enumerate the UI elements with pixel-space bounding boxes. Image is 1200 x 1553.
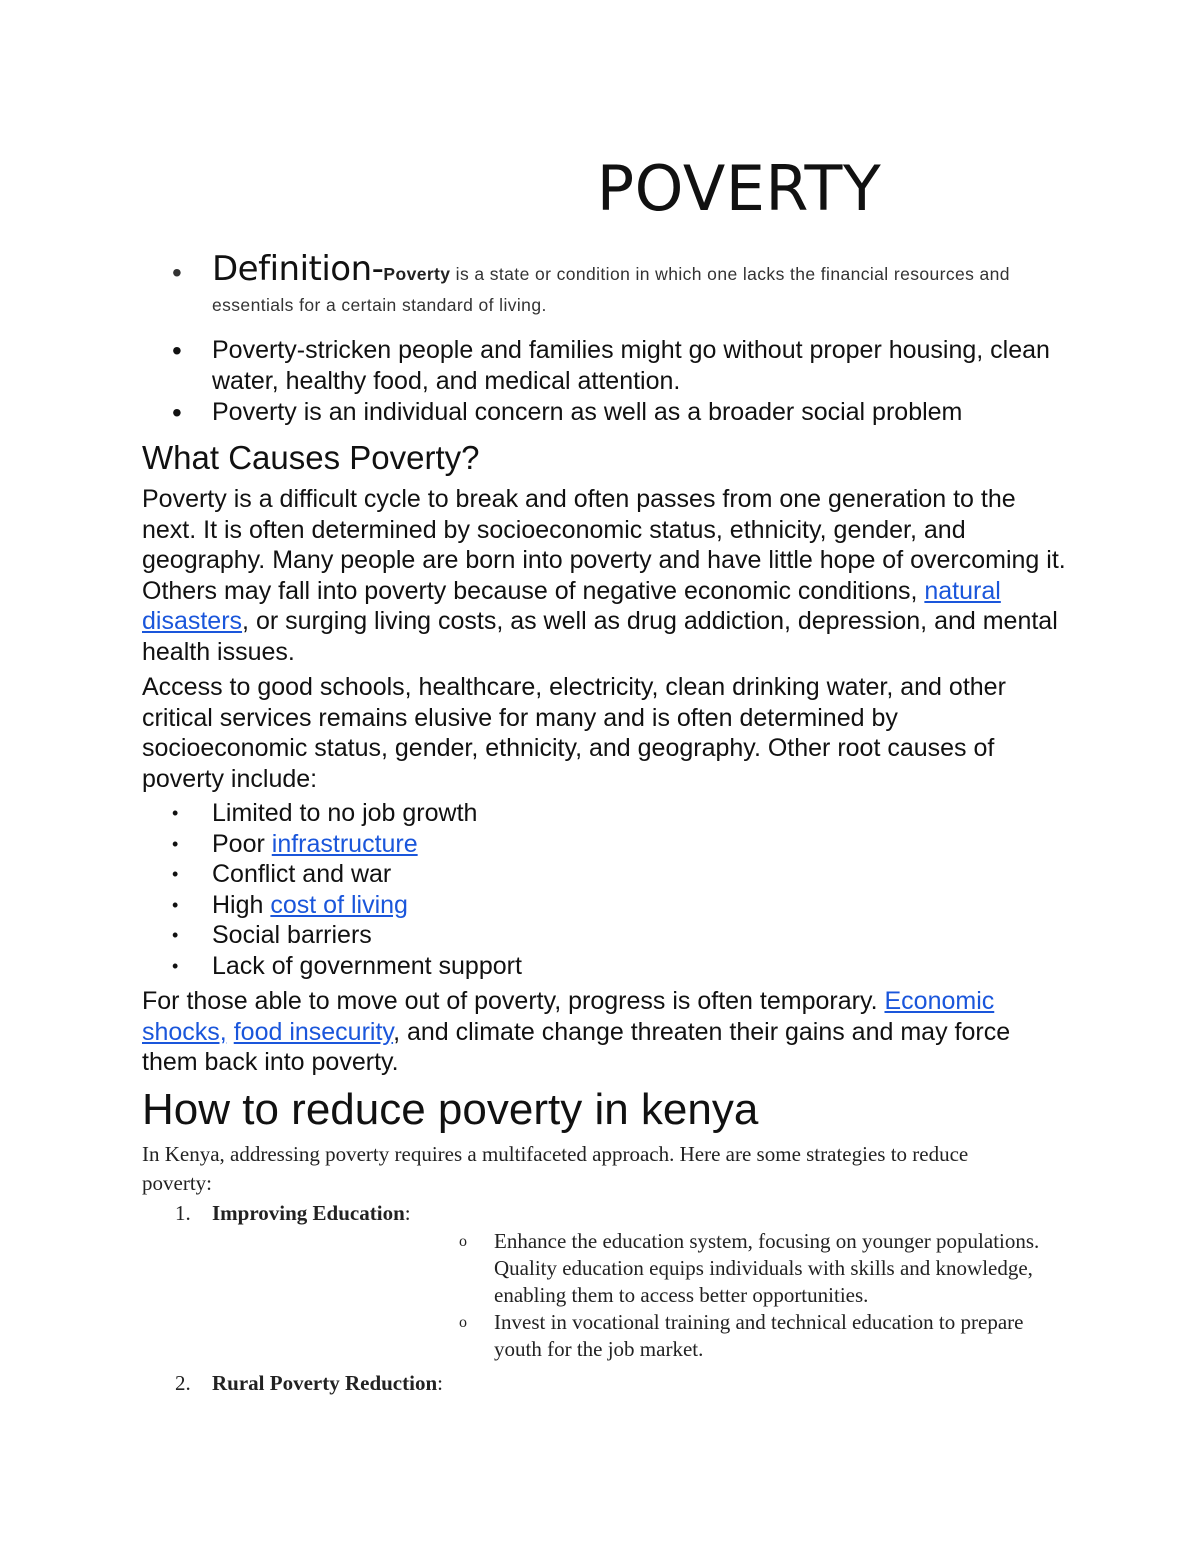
list-item-definition [0, 249, 1200, 321]
list-item-text: Poor [212, 829, 272, 858]
bullet-icon: • [172, 833, 179, 854]
strategy-title: Improving Education [212, 1201, 405, 1225]
paragraph-text [227, 1018, 234, 1046]
list-number: 2. [175, 1371, 191, 1395]
paragraph-text: , or surging living costs, as well as drug addiction, depression, and mental health issues. [142, 607, 1058, 666]
list-item-text: Conflict and war [212, 860, 392, 888]
definition-text: is a state or condition in which one lacks the financial resources and essentials for a certain standard of living. [212, 264, 1010, 315]
link-economic-shocks[interactable]: Economic shocks, [142, 987, 995, 1046]
paragraph-text: , and climate change threaten their gains and may force them back into poverty. [142, 1017, 1011, 1076]
circle-bullet-icon: o [459, 1314, 467, 1331]
strategy-colon: : [437, 1371, 443, 1395]
sub-list-item [212, 1309, 1200, 1363]
list-item-strategy [0, 1369, 1200, 1398]
page-title: POVERTY [596, 152, 882, 225]
link-cost-of-living[interactable]: cost of living [270, 890, 408, 919]
list-item-strategy [0, 1199, 1200, 1363]
list-item-text: Poverty-stricken people and families might go without proper housing, clean water, healthy food, and medical attention. [212, 336, 1050, 395]
intro-bullet-list [0, 249, 1200, 428]
bullet-icon: • [172, 803, 179, 823]
sub-list-item [212, 1228, 1200, 1309]
bullet-icon: • [172, 257, 183, 288]
paragraph-causes-3 [142, 986, 1067, 1078]
sub-list-item-text: Enhance the education system, focusing on younger populations. Quality education equips individuals with skills and knowledge, enabling them to access better opportunities. [494, 1229, 1040, 1307]
paragraph-text: Poverty is a difficult cycle to break and often passes from one generation to the next. It is often determined by socioeconomic status, ethnicity, gender, and geography. Many people are born into poverty and have little hope of overcoming it. Others may fall into poverty because of negative economic conditions, [142, 485, 1066, 605]
link-natural-disasters[interactable]: natural disasters [142, 576, 1001, 635]
list-number: 1. [175, 1201, 191, 1225]
section-heading-causes: What Causes Poverty? [142, 439, 480, 476]
list-item [0, 798, 1200, 829]
list-item-text: Limited to no job growth [212, 799, 478, 827]
bullet-icon: • [172, 335, 182, 366]
definition-term: Poverty [383, 264, 451, 284]
list-item [0, 951, 1200, 982]
sub-list-item-text: Invest in vocational training and technical education to prepare youth for the job market. [494, 1310, 1024, 1361]
list-item-text: Poverty is an individual concern as well as a broader social problem [212, 398, 963, 426]
list-item [0, 890, 1200, 921]
causes-bullet-list [0, 798, 1200, 981]
list-item [0, 829, 1200, 860]
bullet-icon: • [172, 925, 179, 945]
list-item [0, 920, 1200, 951]
list-item-text: Lack of government support [212, 951, 522, 980]
bullet-icon: • [172, 955, 179, 976]
link-infrastructure[interactable]: infrastructure [271, 829, 418, 858]
list-item-text: High [212, 890, 271, 919]
circle-bullet-icon: o [459, 1233, 467, 1250]
paragraph-text: For those able to move out of poverty, progress is often temporary. [142, 987, 885, 1015]
list-item-text: Social barriers [212, 921, 372, 949]
strategies-numbered-list [0, 1199, 1200, 1398]
list-item [0, 397, 1200, 428]
paragraph-causes-2: Access to good schools, healthcare, electricity, clean drinking water, and other critical services remains elusive for many and is often determined by socioeconomic status, gender, ethnicity, and geography. Other root causes of poverty include: [142, 673, 1006, 793]
list-item [0, 335, 1200, 397]
definition-label: Definition- [212, 249, 384, 289]
section-heading-kenya: How to reduce poverty in kenya [142, 1085, 759, 1134]
bullet-icon: • [172, 894, 179, 915]
bullet-icon: • [172, 864, 179, 884]
list-item [0, 859, 1200, 890]
paragraph-kenya-intro: In Kenya, addressing poverty requires a multifaceted approach. Here are some strategies to reduce poverty: [142, 1142, 969, 1195]
strategy-title: Rural Poverty Reduction [212, 1371, 438, 1395]
strategy-sub-list [212, 1228, 1200, 1363]
paragraph-causes-1 [142, 484, 1067, 667]
link-food-insecurity[interactable]: food insecurity [233, 1017, 394, 1046]
strategy-colon: : [404, 1201, 411, 1225]
bullet-icon: • [172, 397, 182, 428]
